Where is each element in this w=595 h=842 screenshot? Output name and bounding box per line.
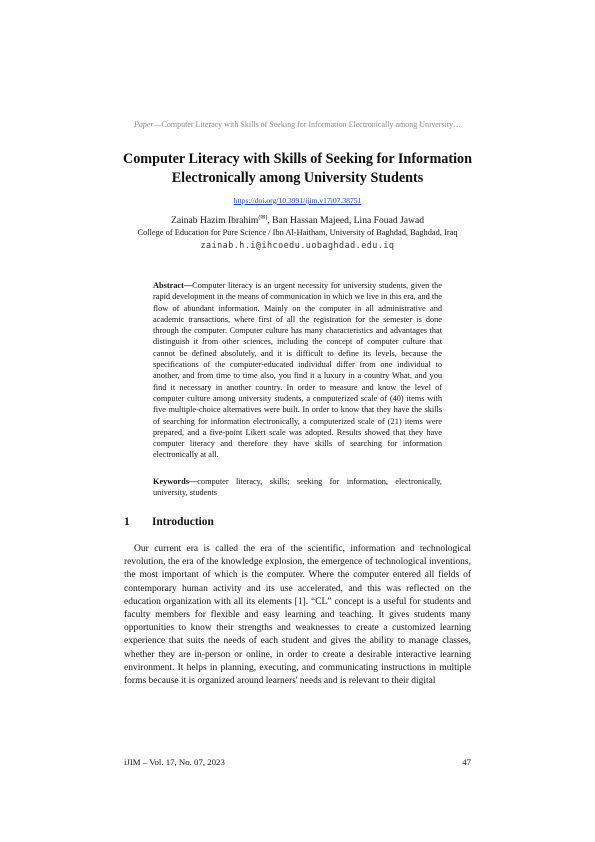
author-email[interactable]: zainab.h.i@ihcoedu.uobaghdad.edu.iq xyxy=(200,240,395,250)
footer-journal: iJIM – Vol. 17, No. 07, 2023 xyxy=(124,757,225,767)
running-head xyxy=(0,120,595,129)
page-number: 47 xyxy=(462,757,471,767)
first-author: Zainab Hazim Ibrahim xyxy=(170,215,259,227)
paper-title: Computer Literacy with Skills of Seeking for Information Electronically among University Students xyxy=(122,151,473,186)
section-title: Introduction xyxy=(152,516,214,528)
corresponding-author-mark: (✉) xyxy=(258,215,268,221)
abstract xyxy=(153,280,442,461)
body-paragraph: Our current era is called the era of the scientific, information and technological revolution, the era of the knowledge explosion, the emergence of technological inventions, the most important of which is the computer. Where the computer entered all fields of contemporary human activity and its use accelerated, and this was reflected on the education organization with all its elements [1]. “CL” concept is a useful for students and faculty members for flexible and easy learning and teaching. It gives students many opportunities to know their strengths and weaknesses to create a customized learning experience that suits the needs of each student and gives the ability to manage classes, whether they are in-person or online, in order to create a desirable interactive learning environment. It helps in planning, executing, and communicating instructions in multiple forms because it is organized around learners' needs and is relevant to their digital xyxy=(124,544,471,687)
doi-link[interactable]: https://doi.org/10.3991/ijim.v17i07.38751 xyxy=(233,196,362,205)
section-heading xyxy=(124,516,474,528)
affiliation: College of Education for Pure Science / Ibn Al-Haitham, University of Baghdad, Baghdad, Iraq xyxy=(137,228,458,237)
keywords-label: Keywords— xyxy=(153,477,198,486)
keywords-text: computer literacy, skills; seeking for information, electronically, university, students xyxy=(153,477,442,498)
abstract-text: Computer literacy is an urgent necessity for university students, given the rapid development in the means of communication in which we live in this era, and the flow of abundant information. Mainly on the computer in all administrative and academic transactions, where first of all the registration for the semester is done through the computer. Computer culture has many characteristics and advantages that distinguish it from other sciences, including the concept of computer culture that cannot be defined absolutely, and it is difficult to define its levels, because the specifications of the computer-educated individual differ from one individual to another, and from time to time also, you find it a luxury in a country What, and you find it necessary in another country. In order to measure and know the level of computer culture among university students, a computerized scale of (40) items with five multiple-choice alternatives were built. In order to know that they have the skills of searching for information electronically, a computerized scale of (21) items were prepared, and a five-point Likert scale was adopted. Results showed that they have computer literacy and therefore they have skills of searching for information electronically at all. xyxy=(153,281,442,460)
running-head-text: —Computer Literacy with Skills of Seeking for Information Electronically among University… xyxy=(153,120,462,129)
abstract-label: Abstract— xyxy=(153,281,193,290)
other-authors: , Ban Hassan Majeed, Lina Fouad Jawad xyxy=(267,215,425,227)
running-head-italic: Paper xyxy=(133,120,154,129)
keywords xyxy=(153,476,442,499)
section-number: 1 xyxy=(124,516,130,528)
author-list xyxy=(0,214,595,226)
